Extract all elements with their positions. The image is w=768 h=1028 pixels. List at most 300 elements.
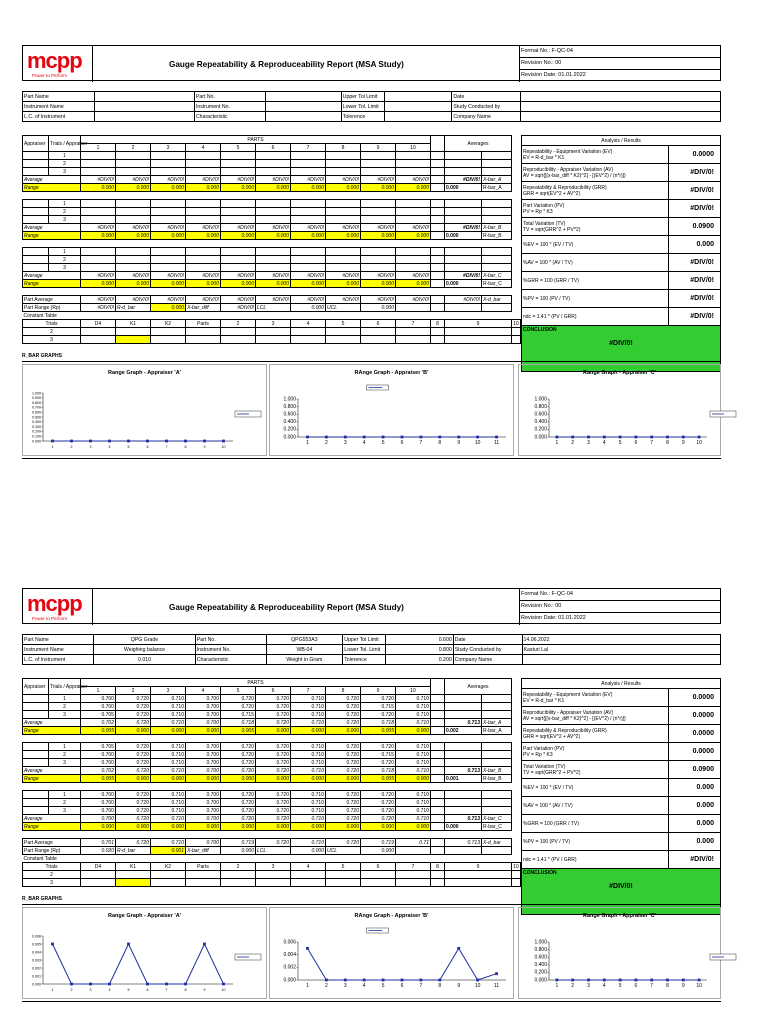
constant-cell[interactable]	[221, 879, 256, 887]
constant-cell[interactable]	[396, 336, 431, 344]
measurement-cell	[221, 160, 256, 168]
x-tick-label: 2	[70, 445, 73, 449]
measurement-cell	[291, 216, 326, 224]
constant-row	[23, 871, 521, 879]
info-value[interactable]: Weight in Gram	[266, 655, 343, 665]
measurement-cell	[256, 160, 291, 168]
data-point	[666, 436, 669, 439]
r-bar-label: R-bar_A	[482, 184, 512, 192]
stat-label: LCL	[256, 847, 291, 855]
result-label: %EV = 100 * (EV / TV)	[523, 784, 574, 791]
trial-number: 1	[49, 743, 81, 751]
constant-table-title	[23, 312, 521, 320]
stat-value: 0.000	[361, 847, 396, 855]
gap-cell	[326, 288, 361, 296]
info-value[interactable]	[384, 112, 452, 122]
constant-cell[interactable]	[221, 336, 256, 344]
average-row	[23, 272, 521, 280]
info-value[interactable]	[94, 102, 194, 112]
spacer	[431, 256, 445, 264]
constant-cell[interactable]	[396, 328, 431, 336]
constant-cell[interactable]	[116, 336, 151, 344]
chart-title: Range Graph - Appraiser 'C'	[582, 370, 656, 376]
gap-cell	[186, 831, 221, 839]
gap-cell	[81, 831, 116, 839]
part-average-cell: #DIV/0!	[151, 296, 186, 304]
measurement-cell: 0.700	[81, 799, 116, 807]
spacer	[431, 751, 445, 759]
part-average-cell: 0.720	[116, 839, 151, 847]
info-value[interactable]	[384, 102, 452, 112]
part-average-cell: 0.720	[256, 839, 291, 847]
gap-cell	[23, 831, 49, 839]
part-average-cell: 0.701	[81, 839, 116, 847]
info-value[interactable]: Weighing balance	[94, 645, 195, 655]
constant-header: Parts	[186, 320, 221, 328]
result-label: %AV = 100 * (AV / TV)	[523, 802, 573, 809]
range-cell: 0.000	[116, 232, 151, 240]
constant-cell[interactable]	[151, 871, 186, 879]
constant-cell[interactable]	[256, 328, 291, 336]
info-value[interactable]	[266, 102, 341, 112]
x-tick-label: 7	[650, 440, 654, 446]
average-cell: #DIV/0!	[291, 272, 326, 280]
measurement-cell	[361, 256, 396, 264]
conclusion-label: CONCLUSION	[523, 870, 557, 876]
gap-cell	[151, 240, 186, 248]
measurement-cell: 0.720	[256, 791, 291, 799]
constant-cell[interactable]	[512, 879, 521, 887]
measurement-cell: 0.700	[81, 703, 116, 711]
part-average-row	[23, 839, 521, 847]
part-number: 10	[396, 687, 431, 695]
info-label: Characteristic	[195, 655, 266, 665]
constant-cell[interactable]	[445, 328, 512, 336]
constant-cell[interactable]	[291, 336, 326, 344]
data-point	[438, 979, 441, 982]
constant-cell[interactable]	[361, 336, 396, 344]
gap-cell	[23, 288, 49, 296]
gap-cell	[23, 735, 49, 743]
range-cell: 0.000	[221, 280, 256, 288]
constant-cell[interactable]	[431, 336, 445, 344]
constant-cell[interactable]	[512, 328, 521, 336]
constant-cell[interactable]	[361, 328, 396, 336]
measurement-cell	[361, 160, 396, 168]
measurement-cell	[186, 248, 221, 256]
gap-row	[23, 831, 521, 839]
measurement-cell	[151, 160, 186, 168]
gap-cell	[221, 831, 256, 839]
constant-cell[interactable]	[512, 871, 521, 879]
constant-cell[interactable]	[221, 328, 256, 336]
measurement-cell: 0.720	[361, 791, 396, 799]
result-label: Total Variation (TV)	[523, 763, 566, 770]
data-point	[70, 440, 73, 443]
range-label: Range	[23, 823, 81, 831]
measurement-cell: 0.720	[116, 711, 151, 719]
result-row	[522, 761, 721, 779]
constant-cell[interactable]	[186, 879, 221, 887]
constant-cell[interactable]	[116, 879, 151, 887]
constant-cell[interactable]	[256, 879, 291, 887]
y-tick-label: 0.004	[32, 950, 41, 955]
constant-header: 10	[513, 320, 519, 327]
average-cell: 0.720	[326, 815, 361, 823]
constant-cell[interactable]	[291, 879, 326, 887]
range-cell: 0.000	[151, 184, 186, 192]
constant-cell[interactable]	[431, 879, 445, 887]
measurement-cell: 0.720	[221, 751, 256, 759]
measurement-cell	[81, 264, 116, 272]
measurement-cell: 0.710	[291, 791, 326, 799]
y-tick-label: 0.800	[32, 400, 41, 405]
info-value[interactable]: 0.800	[385, 645, 453, 655]
x-tick-label: 1	[306, 983, 309, 989]
y-tick-label: 0.500	[32, 415, 41, 420]
meta-line: Revision No.: 00	[520, 58, 720, 70]
report-title: Gauge Repeatability & Reproduceability Report (MSA Study)	[169, 60, 404, 69]
y-tick-label: 0.300	[32, 424, 41, 429]
rbar-graphs-label: R_BAR GRAPHS	[22, 353, 63, 359]
y-tick-label: 1.000	[534, 396, 547, 403]
avg-cell	[482, 208, 512, 216]
meta-line: Revision Date: 01.01.2022	[521, 615, 586, 621]
gap-cell	[116, 240, 151, 248]
result-label: Reproducibility - Appraiser Variation (AV)	[523, 709, 614, 716]
trials-header: Trials / Appraiser	[49, 679, 81, 695]
x-tick-label: 2	[70, 988, 73, 992]
info-value[interactable]: Kasturi Lal	[522, 645, 720, 655]
chart-title: Range Graph - Appraiser 'A'	[107, 913, 181, 919]
constant-cell[interactable]	[361, 871, 396, 879]
info-label: Upper Tol Limit	[343, 635, 386, 645]
constant-cell[interactable]	[445, 871, 512, 879]
info-label: Part No.	[195, 635, 266, 645]
constant-cell[interactable]	[326, 328, 361, 336]
info-value[interactable]: 0.010	[94, 655, 195, 665]
measurement-cell	[326, 216, 361, 224]
measurement-cell: 0.700	[186, 695, 221, 703]
average-cell: #DIV/0!	[396, 176, 431, 184]
spacer	[431, 767, 445, 775]
info-value[interactable]	[384, 92, 452, 102]
info-value[interactable]	[522, 655, 720, 665]
constant-header: 3	[256, 320, 291, 328]
result-value: 0.0000	[669, 725, 721, 743]
constant-cell[interactable]	[431, 871, 445, 879]
measurement-cell: 0.710	[396, 791, 431, 799]
trial-row	[23, 695, 521, 703]
gap-cell	[81, 192, 116, 200]
part-number: 8	[326, 144, 361, 152]
data-point	[556, 979, 559, 982]
measurement-cell: 0.710	[151, 751, 186, 759]
measurement-cell	[326, 208, 361, 216]
y-tick-label: 0.002	[283, 964, 296, 971]
y-tick-label: 0.200	[534, 426, 547, 433]
parts-header: PARTS	[81, 136, 431, 144]
average-cell: #DIV/0!	[326, 176, 361, 184]
constant-header: Trials	[23, 320, 81, 328]
constant-cell[interactable]	[116, 328, 151, 336]
appraiser-cell	[23, 703, 49, 711]
r-bar-value: 0.000	[445, 184, 482, 192]
measurement-cell	[396, 264, 431, 272]
measurement-cell	[326, 264, 361, 272]
measurement-cell	[361, 168, 396, 176]
part-number: 3	[151, 687, 186, 695]
info-value[interactable]	[94, 112, 194, 122]
appraiser-cell	[23, 759, 49, 767]
average-cell: 0.710	[291, 767, 326, 775]
measurement-cell: 0.720	[221, 703, 256, 711]
constant-cell[interactable]	[186, 871, 221, 879]
data-point	[401, 436, 404, 439]
parts-header: PARTS	[81, 679, 431, 687]
info-value[interactable]	[94, 92, 194, 102]
constant-cell[interactable]	[445, 879, 512, 887]
averages-header: Averages	[445, 679, 512, 695]
data-point	[165, 440, 168, 443]
x-bar-label: X-bar_A	[482, 176, 512, 184]
r-bar-label: R-bar_A	[482, 727, 512, 735]
range-cell: 0.000	[256, 280, 291, 288]
constant-cell[interactable]	[361, 879, 396, 887]
part-average-cell: #DIV/0!	[221, 296, 256, 304]
part-number: 2	[116, 687, 151, 695]
gap-cell	[326, 192, 361, 200]
range-cell: 0.000	[81, 280, 116, 288]
measurement-cell: 0.710	[151, 695, 186, 703]
gap-cell	[291, 192, 326, 200]
constant-cell[interactable]	[81, 336, 116, 344]
results-header: Analysis / Results	[522, 136, 721, 146]
measurement-cell	[151, 248, 186, 256]
constant-cell[interactable]	[151, 336, 186, 344]
range-chart	[518, 364, 721, 456]
constant-cell[interactable]	[151, 879, 186, 887]
result-formula: GRR = sqrt(EV^2 + AV^2)	[523, 733, 581, 740]
x-tick-label: 8	[438, 983, 442, 989]
info-value[interactable]	[266, 112, 341, 122]
info-value[interactable]	[266, 92, 341, 102]
average-cell: #DIV/0!	[186, 176, 221, 184]
measurement-cell: 0.720	[256, 799, 291, 807]
spacer	[431, 743, 445, 751]
constant-cell[interactable]	[445, 336, 512, 344]
gap-cell	[81, 783, 116, 791]
result-row	[522, 164, 721, 182]
chart-title: RAnge Graph - Appraiser 'B'	[354, 913, 429, 919]
range-cell: 0.000	[221, 823, 256, 831]
gap-cell	[396, 735, 431, 743]
constant-cell[interactable]	[81, 879, 116, 887]
data-point	[420, 436, 423, 439]
measurement-cell	[81, 248, 116, 256]
result-row	[522, 218, 721, 236]
measurement-cell: 0.720	[116, 799, 151, 807]
constant-cell[interactable]	[396, 871, 431, 879]
constant-header: 7	[396, 320, 431, 328]
info-value[interactable]	[521, 112, 721, 122]
constant-header: K2	[151, 320, 186, 328]
measurement-cell	[361, 200, 396, 208]
data-point	[650, 979, 653, 982]
part-range-label: Part Range (Rp)	[23, 847, 81, 855]
constant-cell[interactable]	[291, 328, 326, 336]
measurement-cell: 0.720	[116, 759, 151, 767]
constant-header: 5	[326, 320, 361, 328]
gap-row	[23, 783, 521, 791]
constant-cell[interactable]	[396, 879, 431, 887]
constant-cell[interactable]	[81, 328, 116, 336]
part-number: 7	[291, 687, 326, 695]
info-value[interactable]: 0.600	[385, 635, 453, 645]
constant-cell[interactable]	[186, 336, 221, 344]
constant-cell[interactable]	[291, 871, 326, 879]
range-cell: 0.000	[361, 280, 396, 288]
range-row	[23, 727, 521, 735]
result-label-cell	[522, 725, 669, 743]
measurement-cell	[326, 152, 361, 160]
constant-cell[interactable]	[326, 871, 361, 879]
gap-cell	[326, 240, 361, 248]
gap-cell	[256, 831, 291, 839]
average-cell: #DIV/0!	[151, 224, 186, 232]
result-label-cell	[522, 707, 669, 725]
data-point	[165, 983, 168, 986]
gap-cell	[445, 735, 482, 743]
measurement-cell: 0.710	[151, 807, 186, 815]
chart-title: Range Graph - Appraiser 'A'	[107, 370, 181, 376]
avg-cell	[445, 751, 482, 759]
constant-cell[interactable]	[116, 871, 151, 879]
part-average-cell: 0.700	[186, 839, 221, 847]
avg-cell	[445, 208, 482, 216]
measurement-cell: 0.700	[186, 759, 221, 767]
measurement-cell: 0.710	[396, 703, 431, 711]
measurement-cell	[361, 248, 396, 256]
range-cell: 0.000	[221, 232, 256, 240]
constant-cell[interactable]	[512, 336, 521, 344]
range-charts	[22, 904, 721, 1002]
range-cell: 0.000	[326, 727, 361, 735]
part-range-row	[23, 847, 521, 855]
r-bar-value: 0.000	[445, 232, 482, 240]
info-value[interactable]	[521, 92, 721, 102]
constant-cell[interactable]	[256, 336, 291, 344]
info-value[interactable]	[521, 102, 721, 112]
gap-cell	[361, 192, 396, 200]
result-formula: TV = sqrt(GRR^2 + PV^2)	[523, 226, 581, 233]
measurement-cell	[151, 200, 186, 208]
trial-row	[23, 759, 521, 767]
gap-cell	[445, 192, 482, 200]
measurement-cell	[256, 152, 291, 160]
info-label: Lower Tol. Limit	[341, 102, 384, 112]
constant-cell[interactable]	[326, 879, 361, 887]
info-label: Part Name	[23, 635, 94, 645]
result-label-cell	[522, 815, 669, 833]
range-cell: 0.000	[396, 280, 431, 288]
x-tick-label: 3	[89, 445, 92, 449]
data-point	[306, 436, 309, 439]
data-point	[51, 943, 54, 946]
data-point	[635, 979, 638, 982]
gap-cell	[221, 735, 256, 743]
logo-brand: mcpp	[27, 48, 82, 73]
info-value[interactable]: WB-04	[266, 645, 343, 655]
info-value[interactable]: QPG553A3	[266, 635, 343, 645]
trial-number: 2	[49, 751, 81, 759]
gap-cell	[186, 735, 221, 743]
constant-cell[interactable]	[81, 871, 116, 879]
series-line	[53, 944, 224, 984]
info-value[interactable]: 0.200	[385, 655, 453, 665]
info-label: Part Name	[23, 92, 95, 102]
constant-cell[interactable]	[186, 328, 221, 336]
result-value: #DIV/0!	[669, 272, 721, 290]
measurement-cell: 0.720	[326, 807, 361, 815]
measurement-cell: 0.720	[361, 799, 396, 807]
gap-cell	[431, 783, 445, 791]
part-number: 5	[221, 687, 256, 695]
data-point	[587, 436, 590, 439]
measurement-cell	[116, 208, 151, 216]
data-point	[382, 436, 385, 439]
part-average-cell: #DIV/0!	[291, 296, 326, 304]
constant-cell[interactable]	[431, 328, 445, 336]
constant-header: 8	[431, 863, 445, 871]
info-label: Instrument Name	[23, 645, 94, 655]
average-cell: 0.700	[81, 815, 116, 823]
data-point	[363, 436, 366, 439]
constant-cell[interactable]	[151, 328, 186, 336]
chart-title: RAnge Graph - Appraiser 'B'	[354, 370, 429, 376]
x-tick-label: 1	[306, 440, 309, 446]
range-label: Range	[23, 280, 81, 288]
data-point	[698, 979, 701, 982]
constant-cell[interactable]	[221, 871, 256, 879]
info-value[interactable]: QPG Grade	[94, 635, 195, 645]
gap-cell	[361, 831, 396, 839]
y-tick-label: 0.200	[32, 429, 41, 434]
x-tick-label: 9	[681, 440, 685, 446]
stat-label: X-bar_diff	[186, 304, 221, 312]
stat-value	[396, 847, 431, 855]
info-value[interactable]: 14.06.2022	[522, 635, 720, 645]
measurement-cell: 0.710	[396, 759, 431, 767]
measurement-cell: 0.700	[81, 807, 116, 815]
gap-cell	[445, 831, 482, 839]
spacer	[431, 695, 445, 703]
part-average-cell: #DIV/0!	[396, 296, 431, 304]
constant-header: 6	[361, 863, 396, 871]
constant-cell[interactable]	[326, 336, 361, 344]
appraiser-cell	[23, 208, 49, 216]
range-cell: 0.000	[291, 775, 326, 783]
trial-row	[23, 743, 521, 751]
measurement-cell: 0.720	[116, 791, 151, 799]
measurement-cell: 0.700	[186, 703, 221, 711]
trial-number: 3	[49, 264, 81, 272]
average-label: Average	[23, 272, 81, 280]
format-meta	[519, 46, 720, 82]
range-cell: 0.000	[186, 727, 221, 735]
constant-row	[23, 336, 521, 344]
constant-cell[interactable]	[256, 871, 291, 879]
